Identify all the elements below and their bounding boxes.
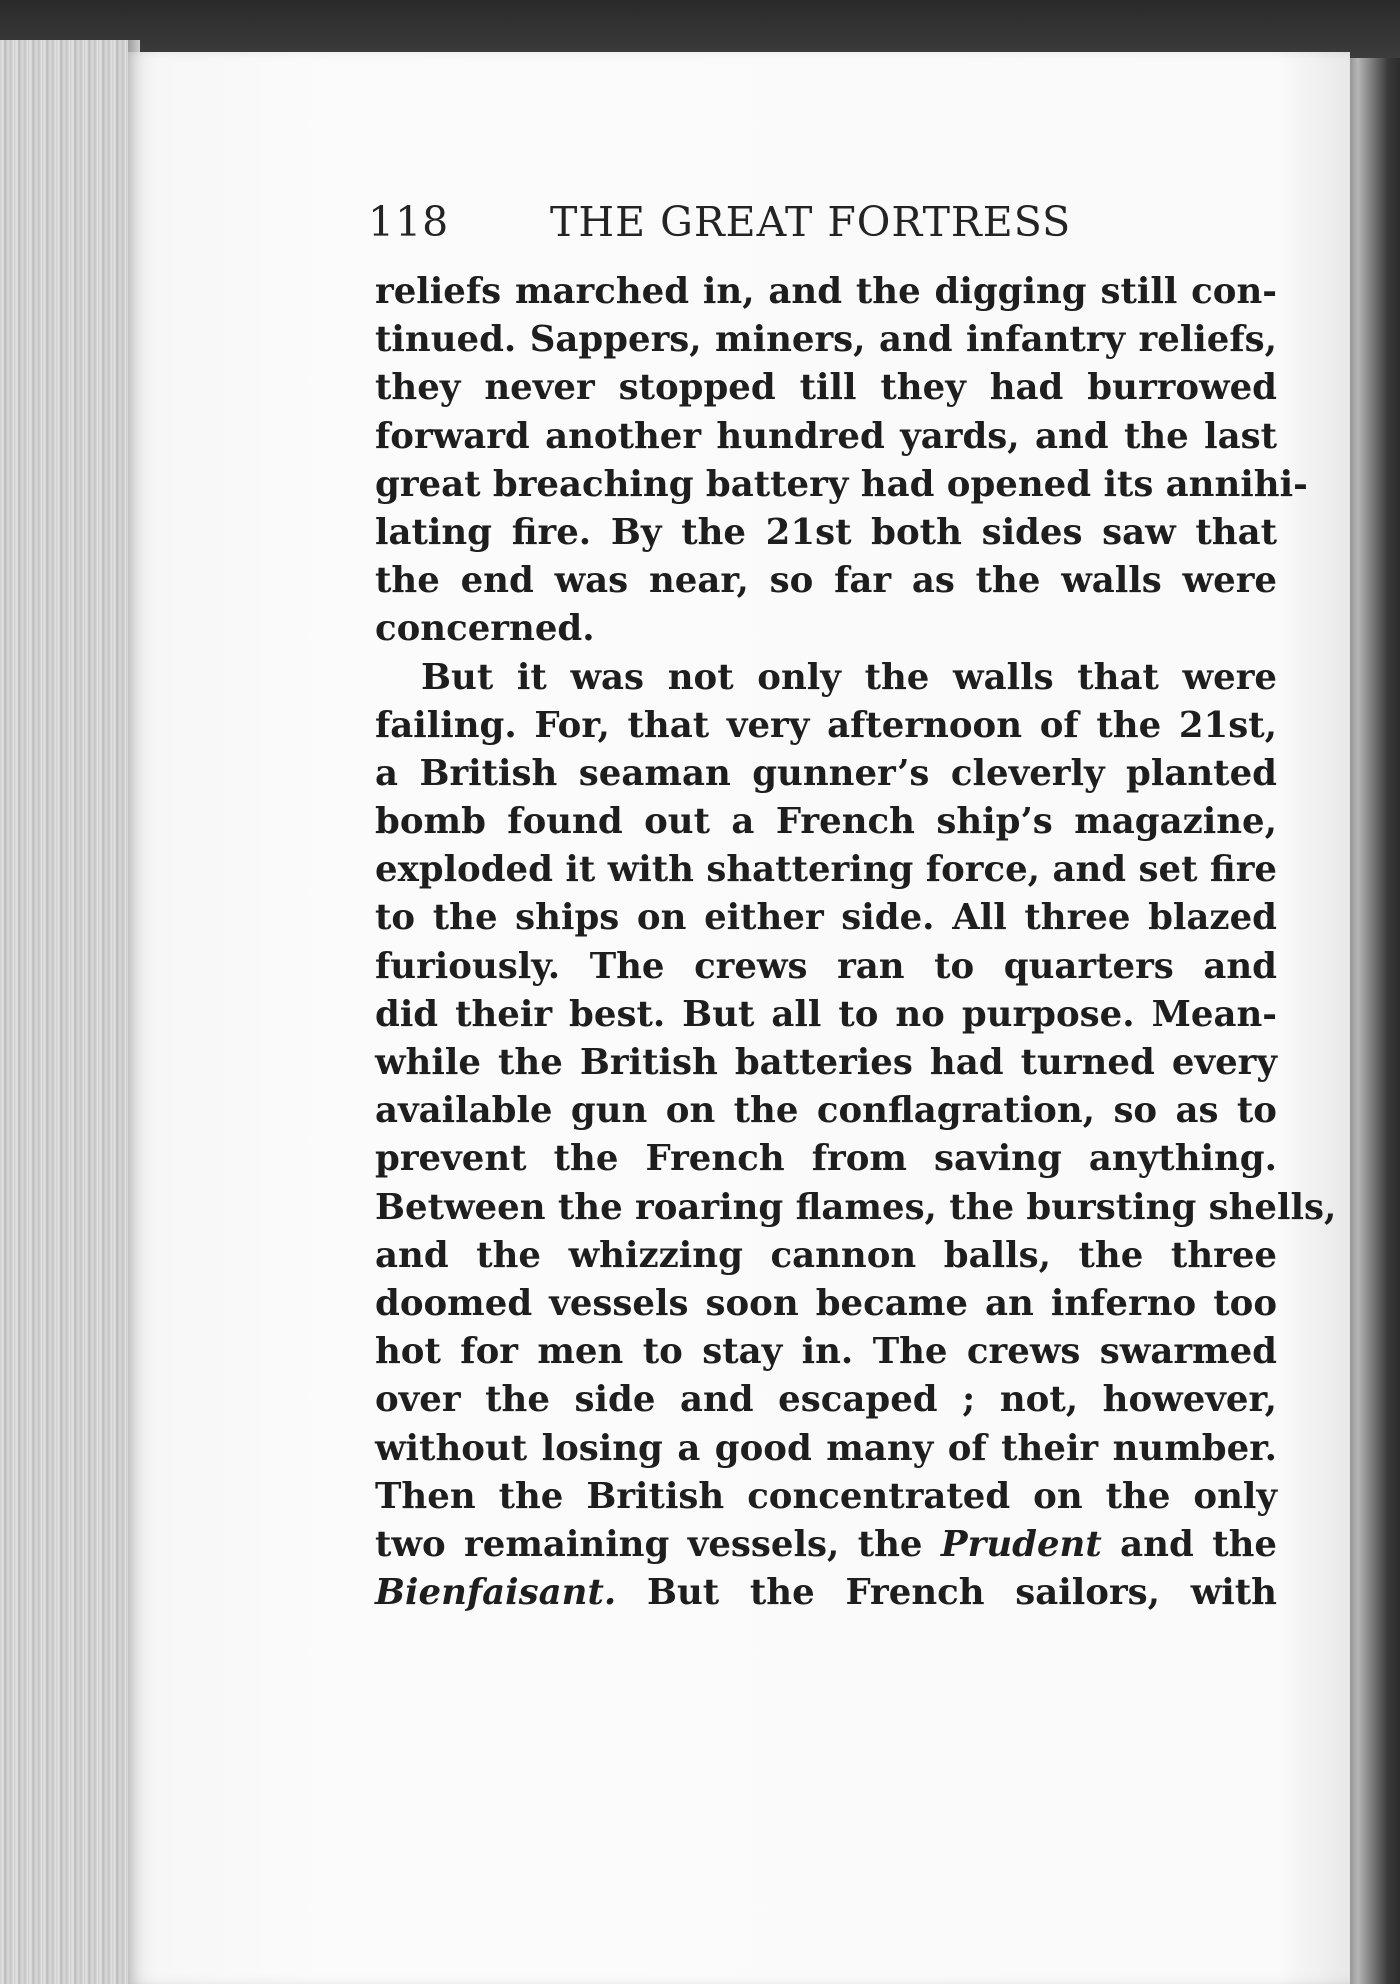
page-header: [368, 198, 1098, 250]
text-line: without losing a good many of their number.: [375, 1427, 1277, 1469]
text-line: tinued. Sappers, miners, and infantry reliefs,: [375, 319, 1277, 361]
text-line: forward another hundred yards, and the last: [375, 415, 1277, 457]
text-line: [375, 1569, 1277, 1617]
text-line: and the whizzing cannon balls, the three: [375, 1234, 1277, 1276]
text-line: available gun on the conflagration, so as to: [375, 1090, 1277, 1132]
text-line: failing. For, that very afternoon of the 21st,: [375, 704, 1277, 746]
text-line: concerned.: [375, 608, 595, 650]
facing-page-edge: [1348, 58, 1400, 1984]
text-line: while the British batteries had turned every: [375, 1042, 1277, 1083]
text-line: [375, 1521, 1277, 1569]
text-line: hot for men to stay in. The crews swarmed: [375, 1331, 1277, 1373]
text-line: they never stopped till they had burrowed: [375, 367, 1277, 409]
page-edges: [0, 40, 140, 1984]
page-number: 118: [368, 198, 450, 246]
scan-background-top: [0, 0, 1400, 58]
text-line: furiously. The crews ran to quarters and: [375, 945, 1277, 987]
running-title: THE GREAT FORTRESS: [550, 198, 1072, 246]
ship-name-prudent: Prudent: [940, 1523, 1102, 1565]
ship-name-bienfaisant: Bienfaisant.: [375, 1572, 617, 1614]
text-line: did their best. But all to no purpose. Mean-: [375, 993, 1277, 1035]
text-line: lating fire. By the 21st both sides saw that: [375, 511, 1277, 553]
text-line: bomb found out a French ship’s magazine,: [375, 801, 1277, 843]
text-line: prevent the French from saving anything.: [375, 1138, 1277, 1180]
text-line: a British seaman gunner’s cleverly planted: [375, 752, 1277, 794]
body-text: [375, 268, 1337, 1617]
text-line: Between the roaring flames, the bursting shells,: [375, 1186, 1337, 1228]
text-line: But it was not only the walls that were: [421, 656, 1277, 698]
text-line: to the ships on either side. All three blazed: [375, 897, 1277, 939]
text-line: exploded it with shattering force, and set fire: [375, 849, 1277, 891]
text-line: reliefs marched in, and the digging still con-: [375, 271, 1277, 312]
text-line: Then the British concentrated on the only: [375, 1475, 1277, 1517]
text-span: and the: [1101, 1523, 1277, 1565]
text-span: But the French sailors, with: [616, 1572, 1277, 1614]
text-line: great breaching battery had opened its annihi-: [375, 463, 1308, 505]
text-span: two remaining vessels, the: [375, 1523, 941, 1565]
text-line: doomed vessels soon became an inferno too: [375, 1282, 1277, 1324]
text-line: the end was near, so far as the walls were: [375, 560, 1277, 602]
text-line: over the side and escaped ; not, however,: [375, 1379, 1277, 1421]
